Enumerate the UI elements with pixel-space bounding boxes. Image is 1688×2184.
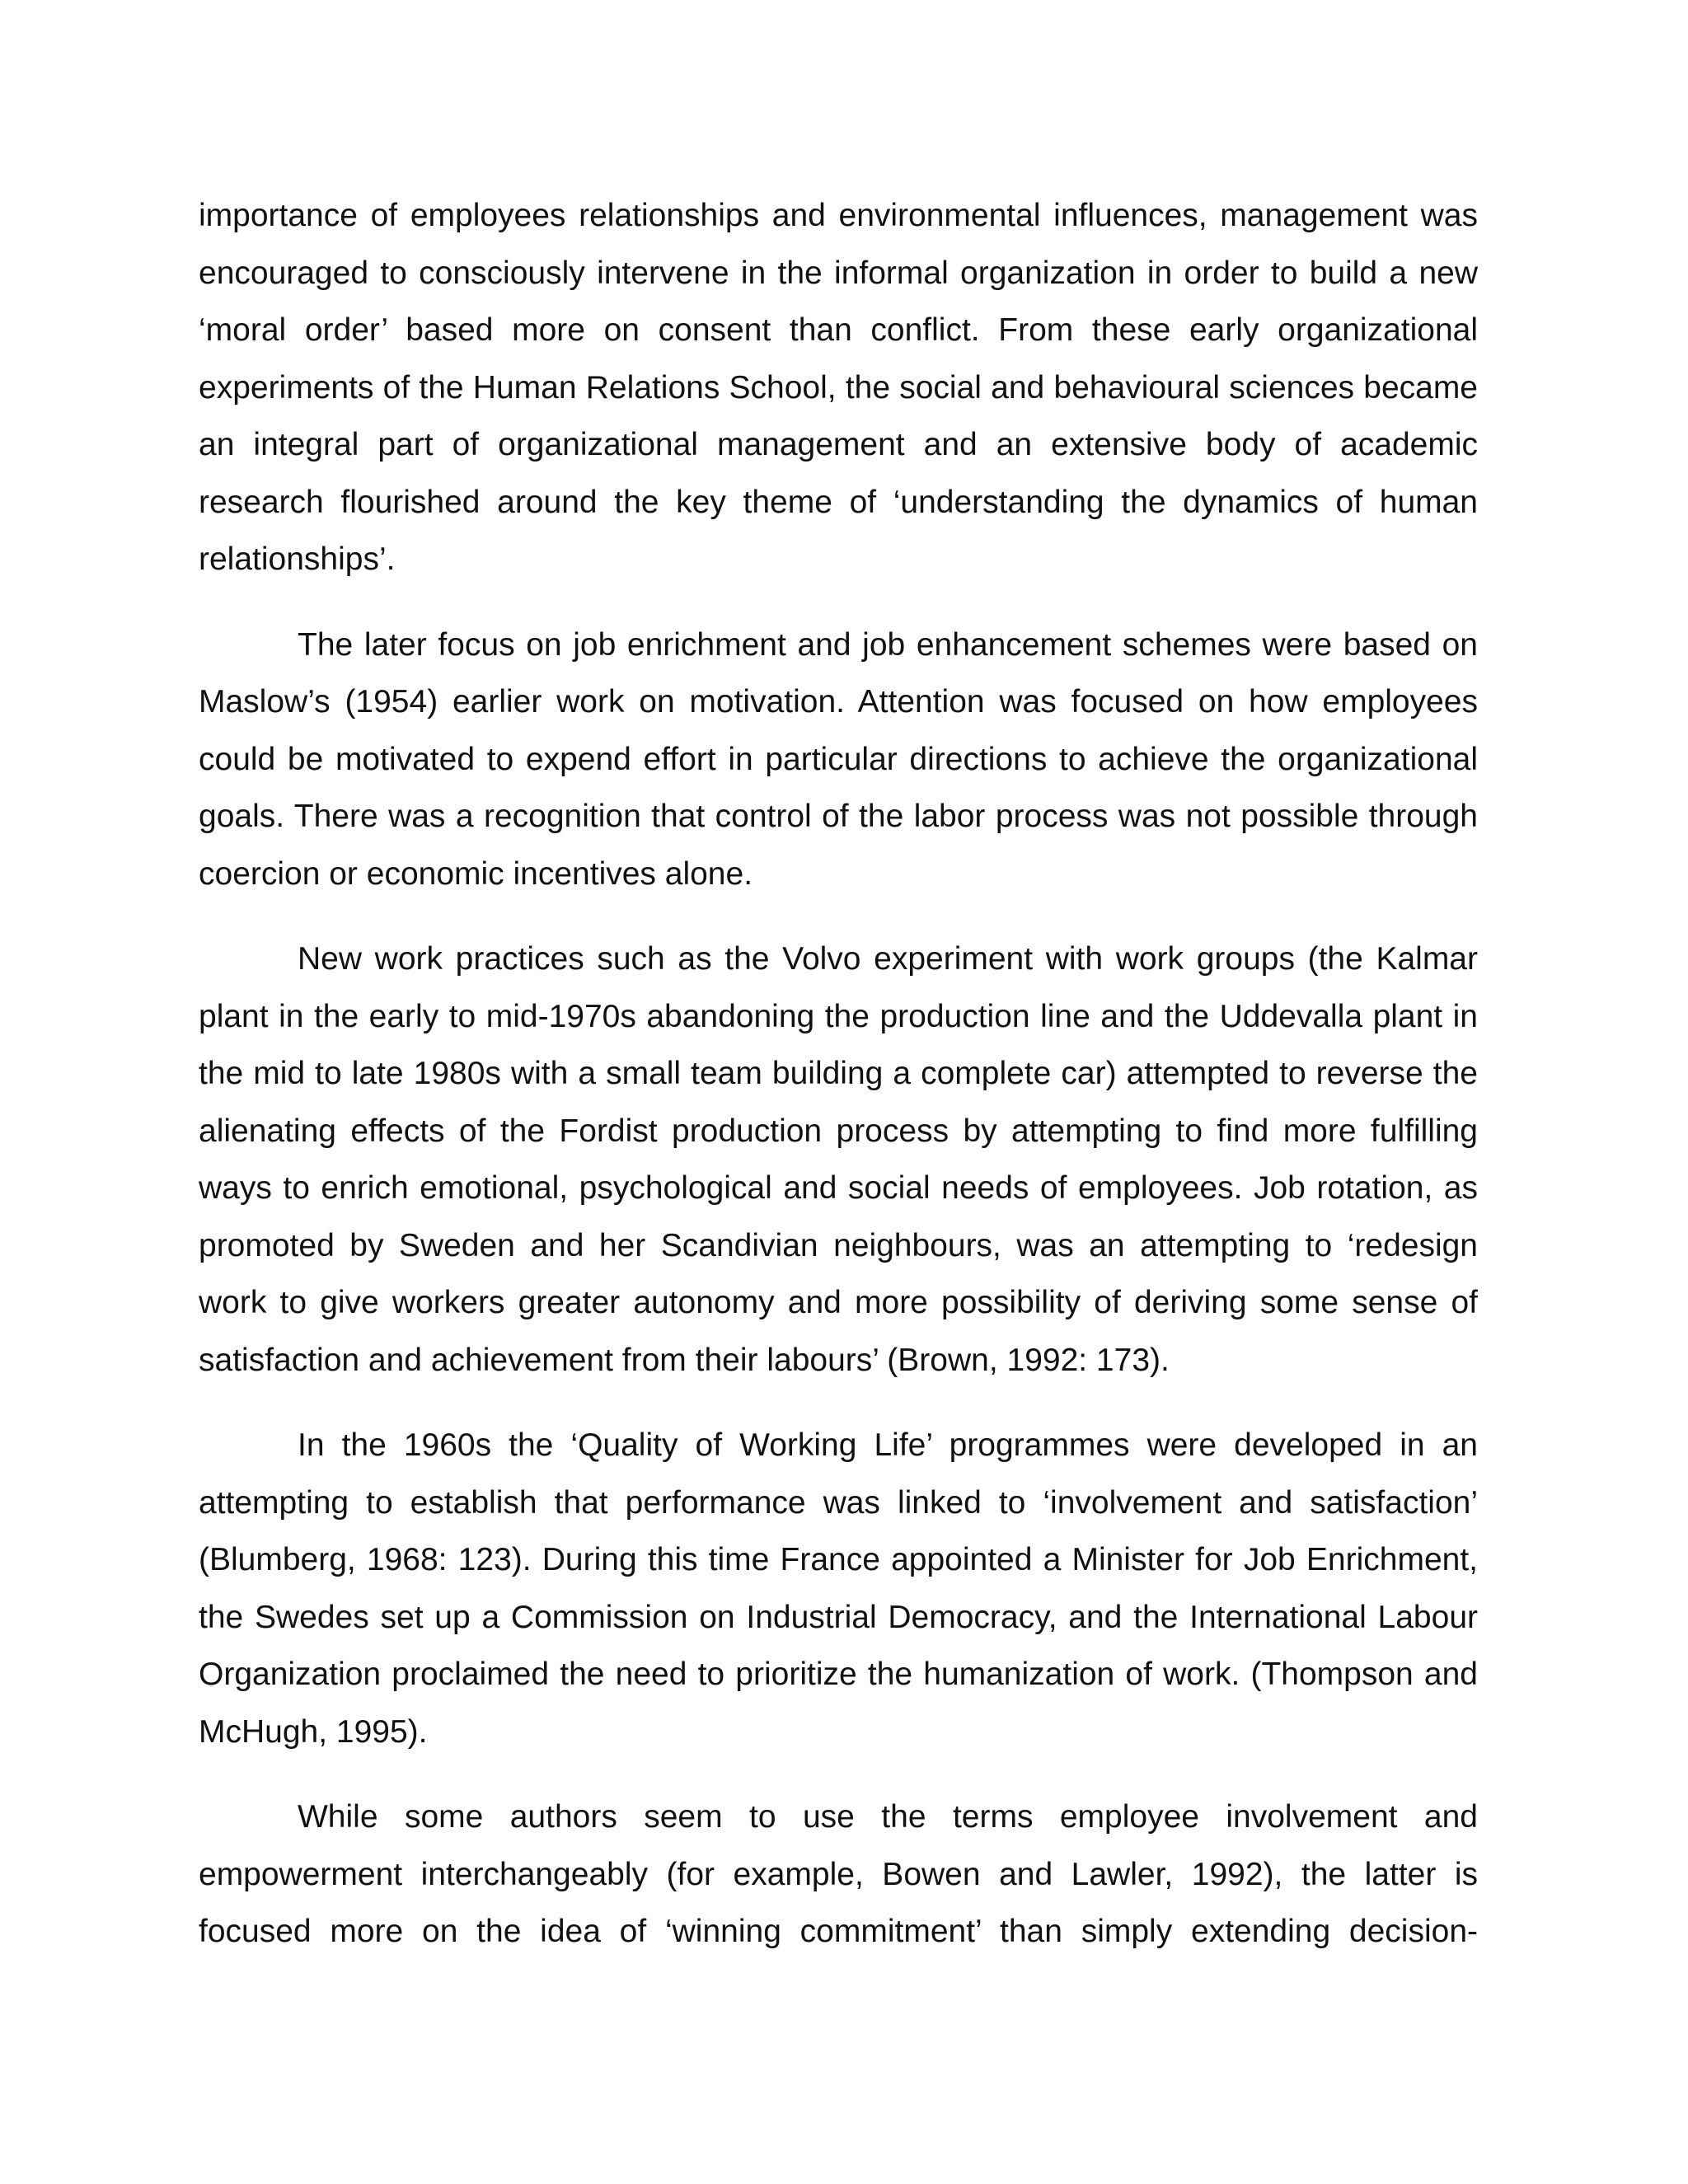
document-body bbox=[199, 187, 1478, 1989]
paragraph-1: importance of employees relationships and environmental influences, management was encouraged to consciously intervene in the informal organization in order to build a new ‘moral order’ based more on consent than conflict. From these early organizational experiments of the Human Relations School, the social and behavioural sciences became an integral part of organizational management and an extensive body of academic research flourished around the key theme of ‘understanding the dynamics of human relationships’. bbox=[199, 198, 1478, 577]
paragraph-3: New work practices such as the Volvo experiment with work groups (the Kalmar plant in the early to mid-1970s abandoning the production line and the Uddevalla plant in the mid to late 1980s with a small team building a complete car) attempted to reverse the alienating effects of the Fordist production process by attempting to find more fulfilling ways to enrich emotional, psychological and social needs of employees. Job rotation, as promoted by Sweden and her Scandivian neighbours, was an attempting to ‘redesign work to give workers greater autonomy and more possibility of deriving some sense of satisfaction and achievement from their labours’ (Brown, 1992: 173). bbox=[199, 941, 1478, 1378]
paragraph-2: The later focus on job enrichment and job enhancement schemes were based on Maslow’s (1954) earlier work on motivation. Attention was focused on how employees could be motivated to expend effort in particular directions to achieve the organizational goals. There was a recognition that control of the labor process was not possible through coercion or economic incentives alone. bbox=[199, 626, 1478, 892]
paragraph-4: In the 1960s the ‘Quality of Working Life’ programmes were developed in an attempting to establish that performance was linked to ‘involvement and satisfaction’ (Blumberg, 1968: 123). During this time France appointed a Minister for Job Enrichment, the Swedes set up a Commission on Industrial Democracy, and the International Labour Organization proclaimed the need to prioritize the humanization of work. (Thompson and McHugh, 1995). bbox=[199, 1427, 1478, 1750]
paragraph-5: While some authors seem to use the terms employee involvement and empowerment interchangeably (for example, Bowen and Lawler, 1992), the latter is focused more on the idea of ‘winning commitment’ than simply extending decision- bbox=[199, 1799, 1478, 1949]
